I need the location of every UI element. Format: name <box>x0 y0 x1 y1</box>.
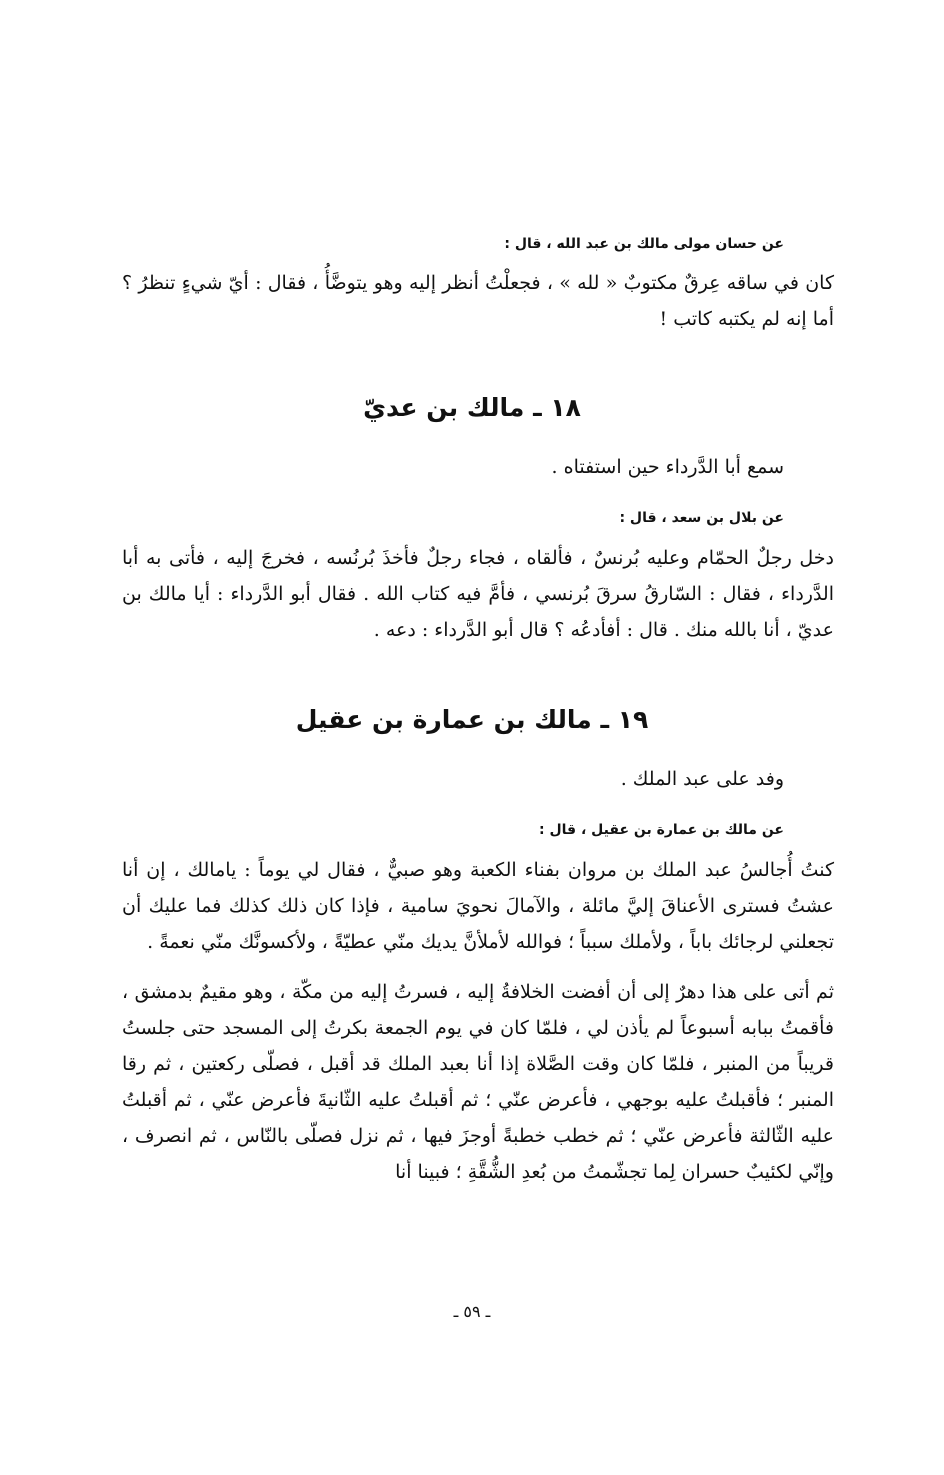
section-19-intro: وفد على عبد الملك . <box>620 768 784 790</box>
narration-malik <box>122 852 834 1190</box>
page-number: ـ ٥٩ ـ <box>453 1302 491 1321</box>
section-19-heading: ١٩ ـ مالك بن عمارة بن عقيل <box>295 705 649 734</box>
narration-hassan <box>122 265 834 337</box>
narration-bilal <box>122 540 834 648</box>
narration-paragraph: دخل رجلٌ الحمّام وعليه بُرنسٌ ، فألقاه ، فجاء رجلٌ فأخذَ بُرنُسه ، فخرجَ إليه ، فأتى به أبا الدَّرداء ، فقال : السّارقُ سرقَ بُرنسي ، فأمَّ فيه كتاب الله . فقال أبو الدَّرداء : أيا مالك بن عديّ ، أنا بالله منك . قال : أفأدعُه ؟ قال أبو الدَّرداء : دعه . <box>122 547 834 641</box>
isnad-hassan: عن حسان مولى مالك بن عبد الله ، قال : <box>504 236 784 252</box>
isnad-malik: عن مالك بن عمارة بن عقيل ، قال : <box>539 822 784 838</box>
isnad-bilal: عن بلال بن سعد ، قال : <box>619 510 784 526</box>
narration-paragraph: كان في ساقه عِرقٌ مكتوبٌ « لله » ، فجعلْتُ أنظر إليه وهو يتوضَّأُ ، فقال : أيّ شيءٍ تنظرُ ؟ أما إنه لم يكتبه كاتب ! <box>122 272 834 330</box>
narration-paragraph: ثم أتى على هذا دهرٌ إلى أن أفضت الخلافةُ إليه ، فسرتُ إليه من مكّة ، وهو مقيمٌ بدمشق ، فأقمتُ ببابه أسبوعاً لم يأذن لي ، فلمّا كان في يوم الجمعة بكرتُ إلى المسجد حتى جلستُ قريباً من المنبر ، فلمّا كان وقت الصَّلاة إذا أنا بعبد الملك قد أقبل ، فصلّى ركعتين ، ثم رقا المنبر ؛ فأقبلتُ عليه بوجهي ، فأعرض عنّي ؛ ثم أقبلتُ عليه الثّانيةَ فأعرض عنّي ، ثم أقبلتُ عليه الثّالثة فأعرض عنّي ؛ ثم خطب خطبةً أوجزَ فيها ، ثم نزل فصلّى بالنّاس ، ثم انصرف ، وإنّي لكئيبٌ حسران لِما تجشّمتُ من بُعدِ الشُّقَّةِ ؛ فبينا أنا <box>122 981 834 1183</box>
section-18-intro: سمع أبا الدَّرداء حين استفتاه . <box>551 456 784 478</box>
section-18-heading: ١٨ ـ مالك بن عديّ <box>363 393 581 422</box>
narration-paragraph: كنتُ أُجالسُ عبد الملك بن مروان بفناء الكعبة وهو صبيٌّ ، فقال لي يوماً : يامالك ، إن أنا عشتُ فسترى الأعناقَ إليَّ مائلة ، والآمالَ نحويَ سامية ، فإذا كان ذلك كذلك فما عليك أن تجعلني لرجائك باباً ، ولأملك سبباً ؛ فوالله لأملأنَّ يديك منّي عطيّةً ، ولأكسونَّك منّي نعمةً . <box>122 859 834 953</box>
